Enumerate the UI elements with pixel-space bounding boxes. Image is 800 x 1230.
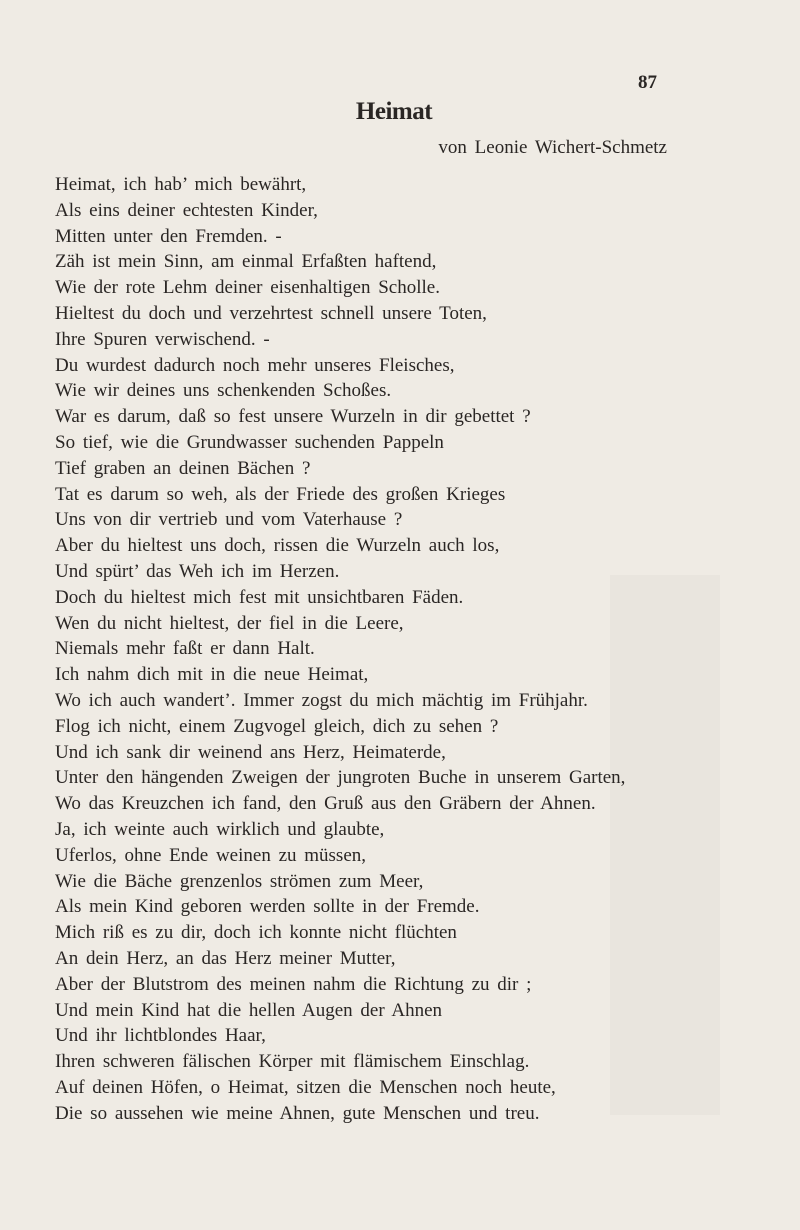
poem-line: Uns von dir vertrieb und vom Vaterhause ? <box>55 509 403 531</box>
poem-line: Wo das Kreuzchen ich fand, den Gruß aus den Gräbern der Ahnen. <box>55 793 596 815</box>
poem-line: Uferlos, ohne Ende weinen zu müssen, <box>55 844 367 866</box>
poem-line: Zäh ist mein Sinn, am einmal Erfaßten haftend, <box>55 251 437 273</box>
poem-body <box>55 172 625 1126</box>
poem-line: Wie die Bäche grenzenlos strömen zum Meer, <box>55 870 424 892</box>
poem-line: Unter den hängenden Zweigen der jungroten Buche in unserem Garten, <box>55 767 626 789</box>
poem-line: Mich riß es zu dir, doch ich konnte nicht flüchten <box>55 922 457 944</box>
poem-line: Auf deinen Höfen, o Heimat, sitzen die Menschen noch heute, <box>55 1076 556 1098</box>
poem-line: Ihre Spuren verwischend. - <box>55 328 270 350</box>
poem-line: Ja, ich weinte auch wirklich und glaubte, <box>55 818 385 840</box>
poem-title: Heimat <box>355 98 433 125</box>
poem-line: Doch du hieltest mich fest mit unsichtbaren Fäden. <box>55 586 464 608</box>
poem-author: von Leonie Wichert-Schmetz <box>438 137 667 158</box>
poem-line: Mitten unter den Fremden. - <box>55 225 282 247</box>
show-through-image-area <box>610 575 720 1115</box>
poem-line: Und ihr lichtblondes Haar, <box>55 1025 266 1047</box>
poem-line: So tief, wie die Grundwasser suchenden Pappeln <box>55 431 444 453</box>
poem-line: Wie wir deines uns schenkenden Schoßes. <box>55 380 392 402</box>
poem-line: Als mein Kind geboren werden sollte in der Fremde. <box>55 896 480 918</box>
poem-line: Als eins deiner echtesten Kinder, <box>55 199 318 221</box>
poem-line: Tat es darum so weh, als der Friede des großen Krieges <box>55 483 506 505</box>
poem-line: Ihren schweren fälischen Körper mit flämischem Einschlag. <box>55 1051 530 1073</box>
poem-line: Heimat, ich hab’ mich bewährt, <box>55 174 307 195</box>
poem-line: Flog ich nicht, einem Zugvogel gleich, dich zu sehen ? <box>55 715 499 737</box>
page-number: 87 <box>638 72 657 93</box>
poem-line: Tief graben an deinen Bächen ? <box>55 457 311 479</box>
poem-line: Wo ich auch wandert’. Immer zogst du mich mächtig im Frühjahr. <box>55 689 588 711</box>
poem-line: Niemals mehr faßt er dann Halt. <box>55 638 315 660</box>
poem-line: Und spürt’ das Weh ich im Herzen. <box>55 560 340 582</box>
poem-line: Wie der rote Lehm deiner eisenhaltigen Scholle. <box>55 277 440 299</box>
poem-line: Aber der Blutstrom des meinen nahm die Richtung zu dir ; <box>55 973 532 995</box>
poem-line: War es darum, daß so fest unsere Wurzeln in dir gebettet ? <box>55 406 531 428</box>
poem-line: Wen du nicht hieltest, der fiel in die Leere, <box>55 612 404 634</box>
poem-line: Du wurdest dadurch noch mehr unseres Fleisches, <box>55 354 455 376</box>
poem-line: Und mein Kind hat die hellen Augen der Ahnen <box>55 999 443 1021</box>
poem-line: Ich nahm dich mit in die neue Heimat, <box>55 664 369 686</box>
poem-line: Aber du hieltest uns doch, rissen die Wurzeln auch los, <box>55 535 500 557</box>
poem-line: An dein Herz, an das Herz meiner Mutter, <box>55 947 396 969</box>
poem-line: Und ich sank dir weinend ans Herz, Heimaterde, <box>55 741 446 763</box>
poem-line: Die so aussehen wie meine Ahnen, gute Menschen und treu. <box>55 1102 540 1124</box>
poem-line: Hieltest du doch und verzehrtest schnell unsere Toten, <box>55 302 487 324</box>
